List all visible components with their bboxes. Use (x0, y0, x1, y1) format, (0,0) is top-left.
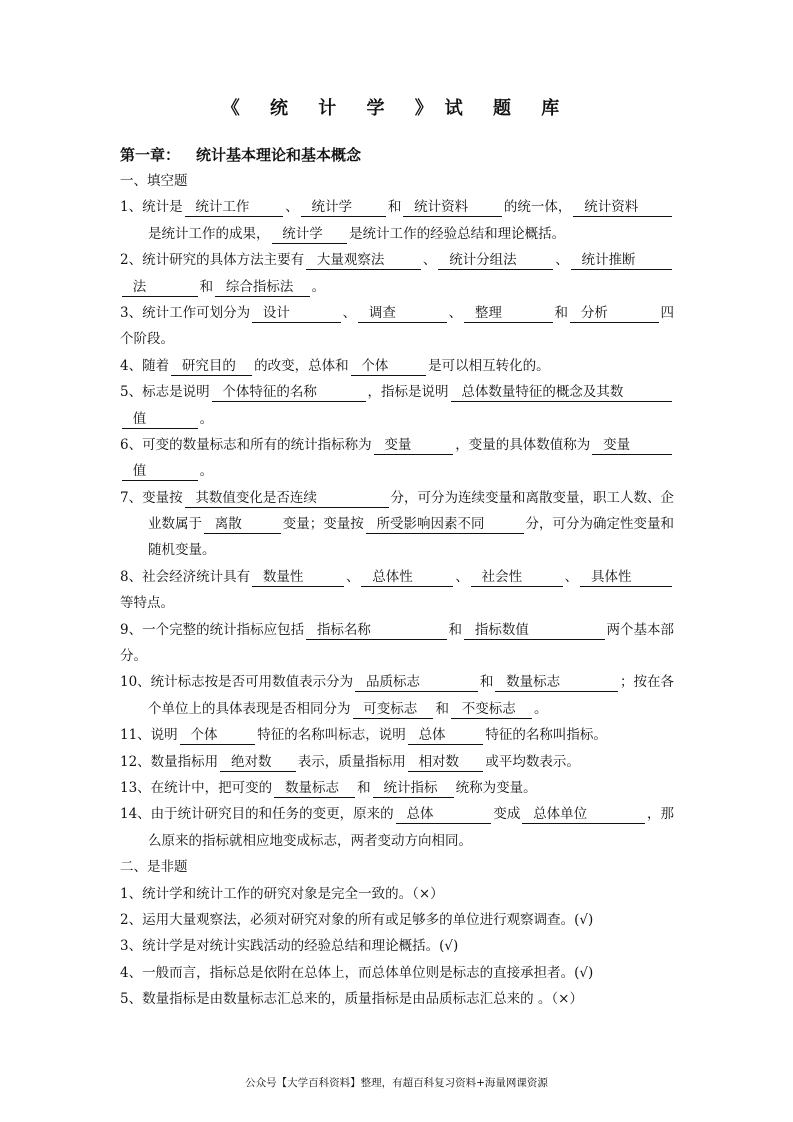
question-item (120, 194, 674, 247)
question-text: 14、由于统计研究目的和任务的变更，原来的 (120, 806, 394, 823)
chapter-label: 第一章： (120, 146, 181, 164)
question-line (120, 537, 674, 563)
question-text: 是统计工作的成果， (148, 225, 270, 242)
question-text: ，变量的具体数值称为 (455, 436, 591, 453)
answer-blank: 数量标志 (495, 674, 618, 692)
answer-blank: 绝对数 (220, 754, 296, 772)
question-text: 是统计工作的经验总结和理论概括。 (349, 225, 566, 242)
question-text: 和 (448, 621, 463, 638)
question-text: 。 (199, 463, 214, 480)
answer-blank: 品质标志 (355, 674, 478, 692)
question-item (120, 432, 674, 485)
question-text: 个阶段。 (120, 331, 174, 348)
true-false-item: 1、统计学和统计工作的研究对象是完全一致的。（×） (120, 885, 444, 902)
question-text: 的统一体， (503, 199, 572, 216)
question-line (120, 828, 674, 854)
question-text: 分。 (120, 648, 147, 665)
answer-blank: 值 (122, 463, 198, 481)
question-text: 12、数量指标用 (120, 753, 219, 770)
answer-blank: 个体特征的名称 (212, 384, 366, 402)
question-line (120, 300, 674, 326)
question-line (120, 775, 674, 801)
question-text: 、 (422, 252, 437, 269)
question-line (120, 749, 674, 775)
question-text: 10、统计标志按是否可用数值表示分为 (120, 674, 354, 691)
question-item (120, 379, 674, 432)
question-text: 统称为变量。 (455, 779, 537, 796)
answer-blank: 整理 (464, 305, 552, 323)
answer-blank: 不变标志 (451, 701, 532, 719)
question-text: 5、标志是说明 (120, 384, 210, 401)
question-text: 变成 (493, 806, 521, 823)
answer-blank: 所受影响因素不同 (366, 516, 524, 534)
question-item (120, 485, 674, 564)
question-text: 和 (435, 700, 449, 717)
answer-blank: 研究目的 (171, 358, 252, 376)
answer-blank: 统计学 (272, 226, 348, 244)
answer-blank: 统计学 (301, 199, 386, 217)
answer-blank: 总体 (408, 727, 484, 745)
question-text: 么原来的指标就相应地变成标志，两者变动方向相同。 (148, 832, 472, 849)
answer-blank: 指标数值 (464, 622, 604, 640)
question-text: 和 (357, 779, 371, 796)
question-text: 。 (199, 410, 214, 427)
question-item (120, 564, 674, 617)
answer-blank: 具体性 (580, 569, 672, 587)
question-line (120, 379, 674, 405)
true-false-item: 4、一般而言，指标总是依附在总体上，而总体单位则是标志的直接承担者。(√) (120, 964, 594, 981)
answer-blank: 指标名称 (306, 622, 446, 640)
question-text: 和 (199, 278, 214, 295)
answer-blank: 相对数 (408, 754, 484, 772)
question-item (120, 749, 674, 775)
answer-blank: 可变标志 (353, 701, 434, 719)
footer-note: 公众号【大学百科资料】整理，有超百科复习资料+海量网课资源 (245, 1077, 548, 1089)
question-text: 四 (660, 304, 675, 321)
question-text: ，指标是说明 (367, 384, 449, 401)
answer-blank: 统计资料 (403, 199, 502, 217)
question-text: 、 (285, 199, 299, 216)
question-text: 、 (342, 304, 357, 321)
answer-blank: 统计分组法 (438, 252, 553, 270)
question-text: 9、一个完整的统计指标应包括 (120, 621, 305, 638)
question-item (120, 617, 674, 670)
document-title: 《 统 计 学 》试 题 库 (221, 98, 572, 119)
question-text: 业数属于 (148, 516, 202, 533)
question-text: 4、随着 (120, 357, 170, 374)
question-line (120, 590, 674, 616)
question-line (120, 801, 674, 827)
document-body (120, 168, 674, 1013)
question-text: 个单位上的具体表现是否相同分为 (148, 700, 351, 717)
answer-blank: 统计资料 (573, 199, 672, 217)
question-line (120, 564, 674, 590)
question-text: 分，可分为确定性变量和 (525, 516, 674, 533)
answer-blank: 法 (122, 279, 198, 297)
question-text: 。 (533, 700, 548, 717)
question-text: ；按在各 (620, 674, 674, 691)
question-text: 、 (448, 304, 463, 321)
question-text: 两个基本部 (606, 621, 674, 638)
question-item (120, 247, 674, 300)
question-line (120, 353, 674, 379)
question-line (120, 406, 674, 432)
answer-blank: 设计 (252, 305, 340, 323)
answer-blank: 数量性 (252, 569, 344, 587)
question-item (120, 300, 674, 353)
chapter-heading (120, 144, 361, 165)
answer-blank: 综合指标法 (215, 279, 309, 297)
answer-blank: 社会性 (471, 569, 563, 587)
question-line (120, 458, 674, 484)
question-text: 3、统计工作可划分为 (120, 304, 251, 321)
question-text: 。 (311, 278, 326, 295)
question-line (120, 511, 674, 537)
question-line (120, 669, 674, 695)
answer-blank: 个体 (180, 727, 256, 745)
chapter-name: 统计基本理论和基本概念 (196, 146, 362, 164)
question-text: 或平均数表示。 (485, 753, 580, 770)
question-text: 的改变，总体和 (254, 357, 349, 374)
question-line (120, 326, 674, 352)
question-text: 13、在统计中，把可变的 (120, 779, 273, 796)
question-line (120, 643, 674, 669)
answer-blank: 数量标志 (274, 780, 355, 798)
question-text: 2、统计研究的具体方法主要有 (120, 252, 305, 269)
answer-blank: 总体数量特征的概念及其数 (451, 384, 672, 402)
question-line (120, 617, 674, 643)
question-line (120, 696, 674, 722)
question-line (120, 274, 674, 300)
question-text: ，那 (647, 806, 674, 823)
answer-blank: 总体单位 (522, 806, 645, 824)
question-item (120, 801, 674, 854)
answer-blank: 个体 (351, 358, 427, 376)
question-text: 和 (554, 304, 569, 321)
question-line (120, 722, 674, 748)
question-text: 、 (555, 252, 569, 269)
question-text: 1、统计是 (120, 199, 183, 216)
question-line (120, 194, 674, 220)
question-item (120, 722, 674, 748)
fill-in-questions (120, 194, 674, 854)
answer-blank: 变量 (374, 437, 454, 455)
answer-blank: 统计指标 (373, 780, 454, 798)
question-text: 、 (345, 568, 360, 585)
question-item (120, 353, 674, 379)
question-line (120, 221, 674, 247)
true-false-item: 3、统计学是对统计实践活动的经验总结和理论概括。(√) (120, 938, 459, 955)
true-false-item: 2、运用大量观察法，必须对研究对象的所有或足够多的单位进行观察调查。(√) (120, 911, 594, 928)
question-text: 和 (387, 199, 402, 216)
question-item (120, 669, 674, 722)
question-text: 和 (479, 674, 494, 691)
answer-blank: 离散 (204, 516, 281, 534)
question-text: 8、社会经济统计具有 (120, 568, 251, 585)
true-false-questions (120, 881, 674, 1013)
question-line (120, 247, 674, 273)
question-line (120, 485, 674, 511)
question-text: 特征的名称叫指标。 (485, 727, 607, 744)
answer-blank: 调查 (358, 305, 446, 323)
section-true-false: 二、是非题 (120, 859, 188, 876)
question-text: 、 (455, 568, 469, 585)
question-text: 变量；变量按 (282, 516, 364, 533)
question-line (120, 432, 674, 458)
question-item (120, 775, 674, 801)
true-false-item: 5、数量指标是由数量标志汇总来的，质量指标是由品质标志汇总来的 。（×） (120, 991, 583, 1008)
answer-blank: 大量观察法 (306, 252, 421, 270)
question-text: 6、可变的数量标志和所有的统计指标称为 (120, 436, 372, 453)
answer-blank: 总体性 (361, 569, 453, 587)
question-text: 分，可分为连续变量和离散变量，职工人数、企 (390, 489, 674, 506)
answer-blank: 分析 (570, 305, 658, 323)
section-fill-in-blank: 一、填空题 (120, 173, 188, 189)
question-text: 等特点。 (120, 595, 174, 612)
answer-blank: 总体 (396, 806, 492, 824)
answer-blank: 值 (122, 411, 198, 429)
question-text: 7、变量按 (120, 489, 183, 506)
answer-blank: 统计工作 (185, 199, 284, 217)
answer-blank: 变量 (592, 437, 672, 455)
answer-blank: 其数值变化是否连续 (185, 490, 389, 508)
question-text: 是可以相互转化的。 (428, 357, 550, 374)
question-text: 11、说明 (120, 727, 178, 744)
question-text: 、 (564, 568, 579, 585)
question-text: 特征的名称叫标志，说明 (257, 727, 406, 744)
answer-blank: 统计推断 (571, 252, 672, 270)
question-text: 随机变量。 (148, 542, 216, 559)
question-text: 表示，质量指标用 (297, 753, 406, 770)
